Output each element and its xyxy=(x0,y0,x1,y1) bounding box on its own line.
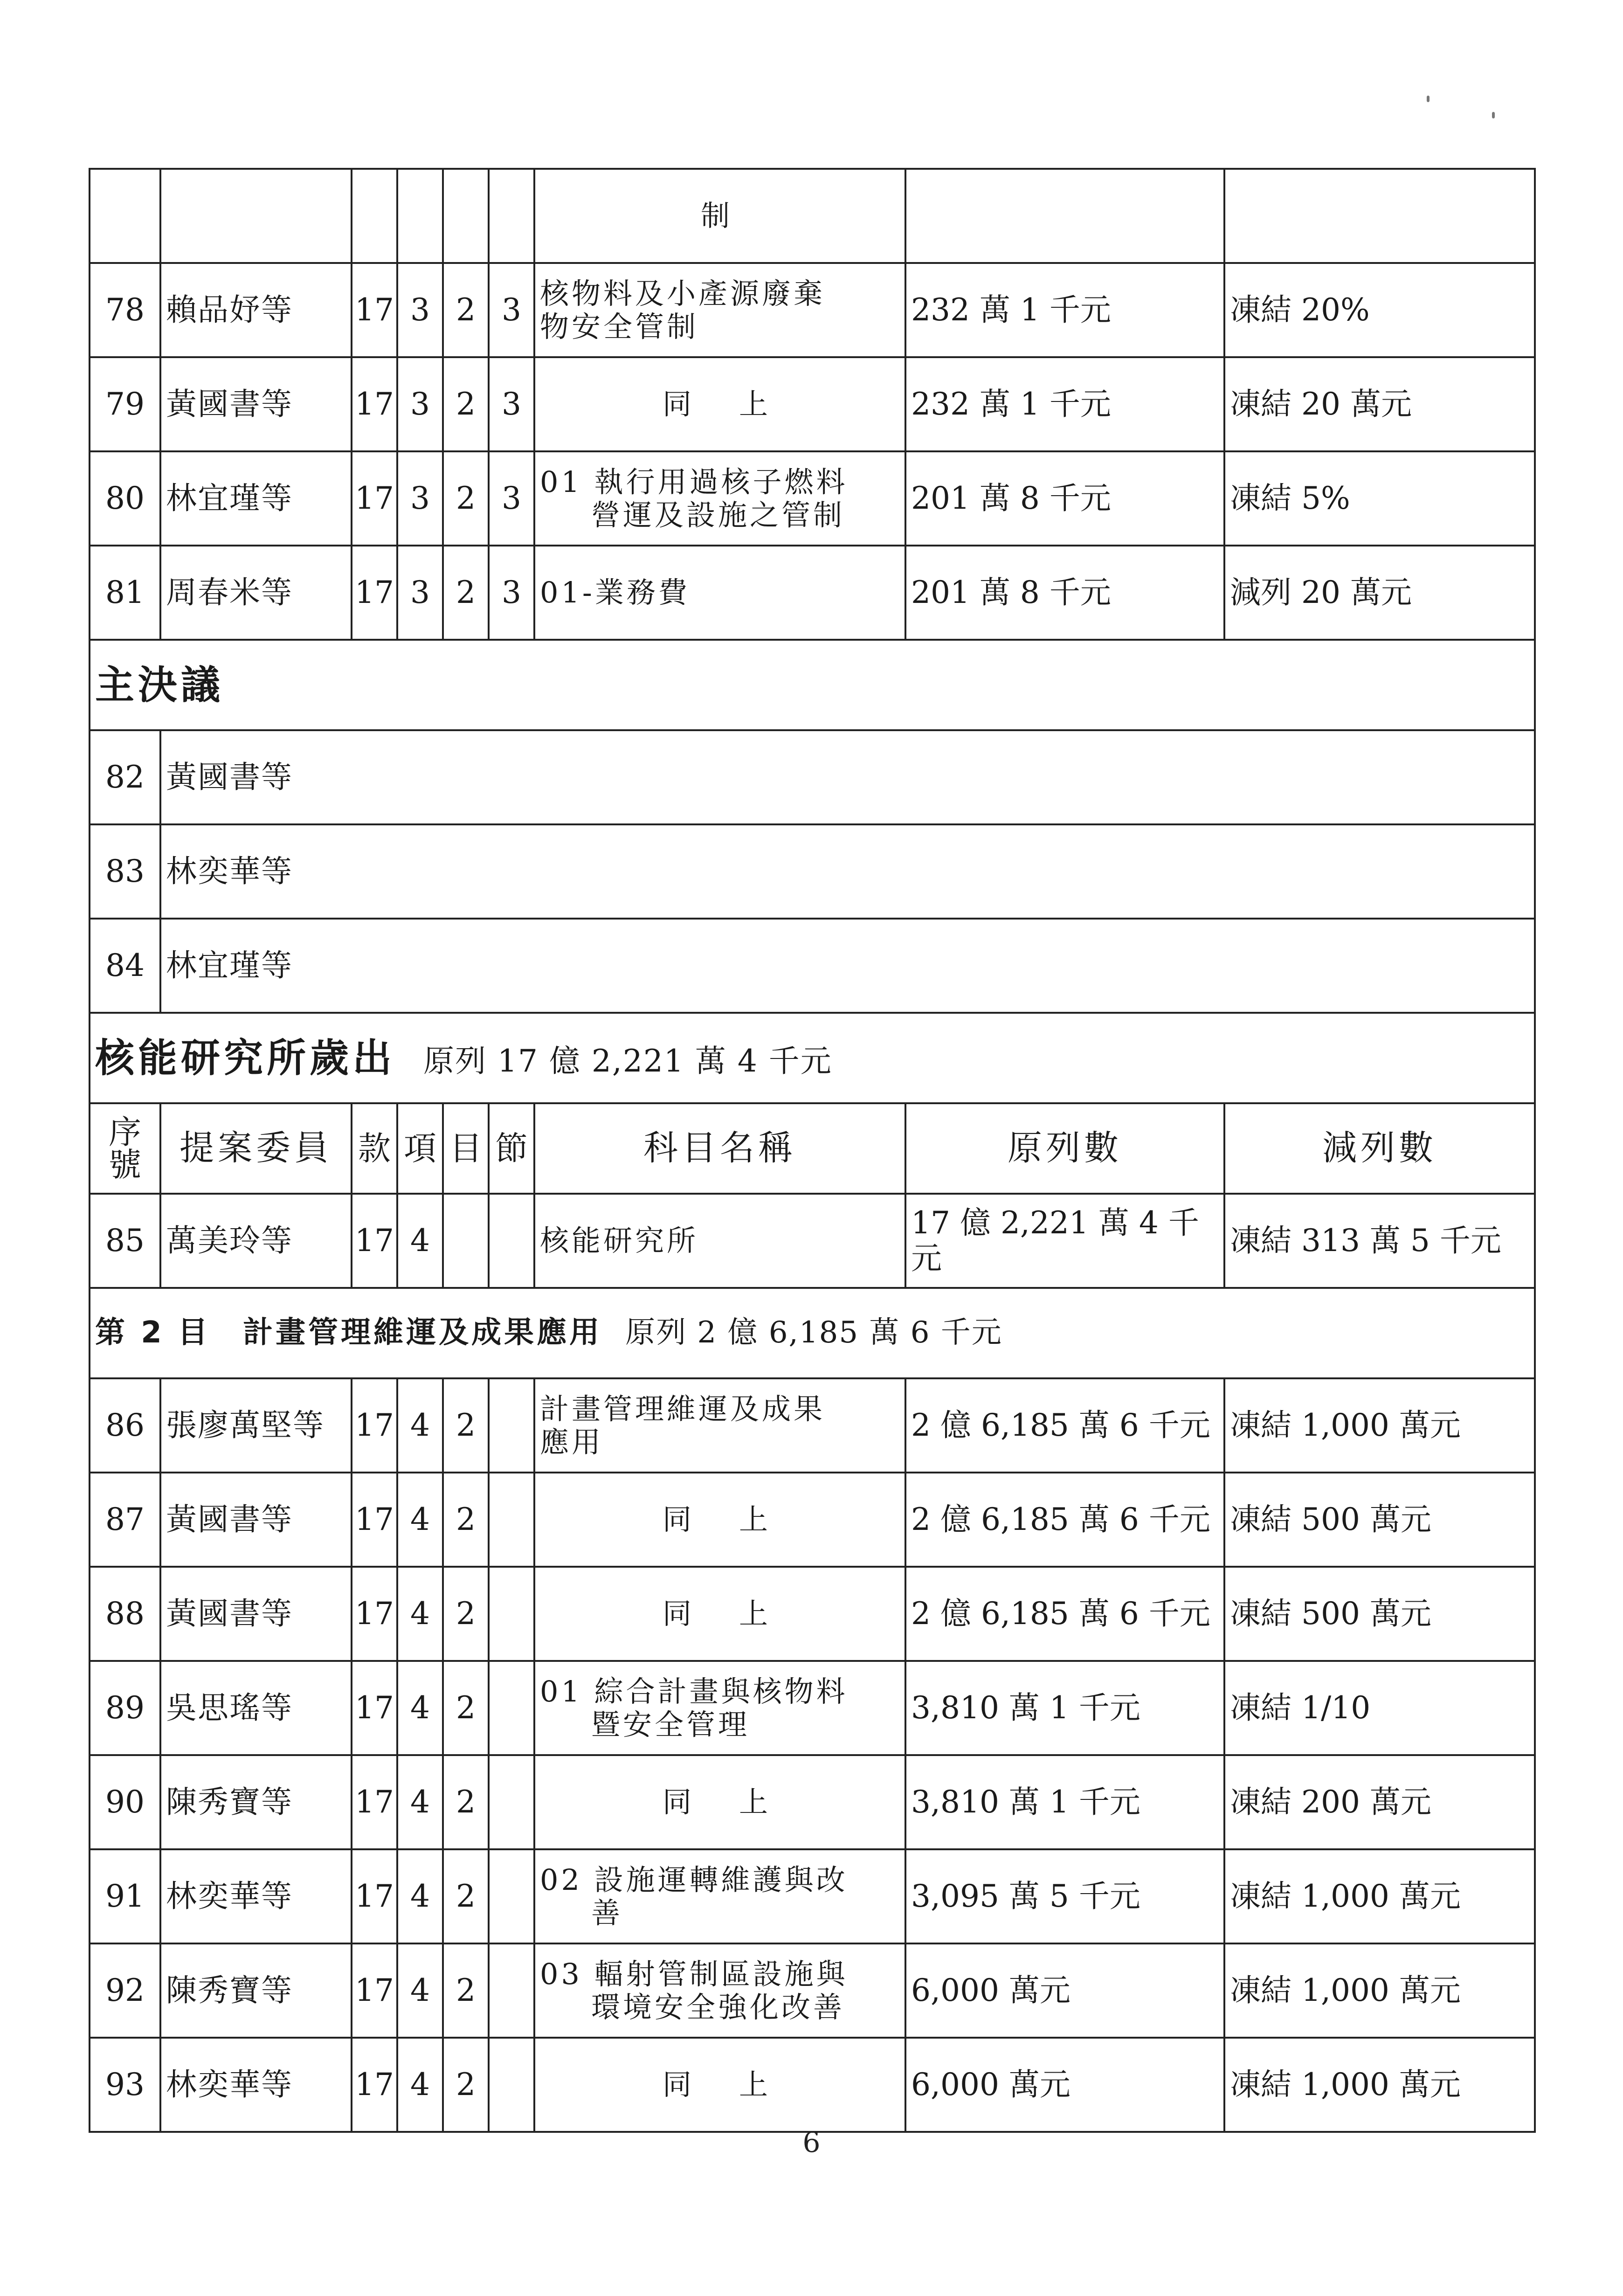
row-xiang: 4 xyxy=(397,1567,443,1661)
table-row xyxy=(90,1378,1535,1473)
row-jie xyxy=(489,1755,534,1849)
row-kuan: 17 xyxy=(352,1378,397,1473)
row-kuan: 17 xyxy=(352,1473,397,1567)
row-cut: 凍結 500 萬元 xyxy=(1224,1473,1535,1567)
row-cut: 凍結 200 萬元 xyxy=(1224,1755,1535,1849)
row-kuan: 17 xyxy=(352,546,397,640)
row-subject: 計畫管理維運及成果 應用 xyxy=(534,1378,905,1473)
row-cut: 凍結 1/10 xyxy=(1224,1661,1535,1755)
row-member: 張廖萬堅等 xyxy=(160,1378,352,1473)
row-xiang: 4 xyxy=(397,1473,443,1567)
row-no: 79 xyxy=(90,357,160,451)
subsection-row xyxy=(90,1288,1535,1378)
subsection-label: 第 2 目 xyxy=(95,1315,211,1350)
row-no: 93 xyxy=(90,2038,160,2132)
row-mu: 2 xyxy=(443,1567,489,1661)
table-row xyxy=(90,1473,1535,1567)
row-cut: 凍結 1,000 萬元 xyxy=(1224,1943,1535,2038)
row-subject: 同 上 xyxy=(534,1755,905,1849)
document-page xyxy=(89,168,1534,2133)
row-cut: 減列 20 萬元 xyxy=(1224,546,1535,640)
row-mu: 2 xyxy=(443,357,489,451)
budget-table xyxy=(89,168,1536,2133)
row-cut: 凍結 20 萬元 xyxy=(1224,357,1535,451)
row-xiang: 4 xyxy=(397,1378,443,1473)
row-no: 88 xyxy=(90,1567,160,1661)
table-header-row xyxy=(90,1103,1535,1194)
institute-section-row xyxy=(90,1013,1535,1103)
row-no: 80 xyxy=(90,451,160,546)
institute-section-heading xyxy=(90,1013,1535,1103)
subsection-heading xyxy=(90,1288,1535,1378)
row-xiang: 3 xyxy=(397,357,443,451)
subsection-title: 計畫管理維運及成果應用 xyxy=(243,1315,602,1350)
row-no: 83 xyxy=(90,824,160,919)
row-cut xyxy=(1224,169,1535,263)
header-subject: 科目名稱 xyxy=(534,1103,905,1194)
row-cut: 凍結 5% xyxy=(1224,451,1535,546)
row-no: 81 xyxy=(90,546,160,640)
row-cut: 凍結 20% xyxy=(1224,263,1535,357)
scan-speck xyxy=(1427,96,1430,102)
row-member: 吳思瑤等 xyxy=(160,1661,352,1755)
row-subject: 02 設施運轉維護與改 善 xyxy=(534,1849,905,1943)
row-xiang: 4 xyxy=(397,1194,443,1288)
row-subject: 01 綜合計畫與核物料 暨安全管理 xyxy=(534,1661,905,1755)
row-mu: 2 xyxy=(443,451,489,546)
row-no: 91 xyxy=(90,1849,160,1943)
table-row xyxy=(90,263,1535,357)
row-member: 林宜瑾等 xyxy=(160,451,352,546)
row-cut: 凍結 1,000 萬元 xyxy=(1224,1378,1535,1473)
row-mu: 2 xyxy=(443,1943,489,2038)
institute-section-title: 核能研究所歲出 xyxy=(95,1035,396,1081)
resolution-row xyxy=(90,824,1535,919)
table-row xyxy=(90,357,1535,451)
row-cut: 凍結 1,000 萬元 xyxy=(1224,1849,1535,1943)
row-subject: 同 上 xyxy=(534,357,905,451)
row-subject: 01-業務費 xyxy=(534,546,905,640)
row-kuan: 17 xyxy=(352,357,397,451)
row-xiang: 3 xyxy=(397,263,443,357)
row-mu: 2 xyxy=(443,263,489,357)
row-subject: 同 上 xyxy=(534,1473,905,1567)
header-no: 序 號 xyxy=(90,1103,160,1194)
row-kuan: 17 xyxy=(352,451,397,546)
row-kuan: 17 xyxy=(352,2038,397,2132)
row-kuan: 17 xyxy=(352,263,397,357)
row-member: 陳秀寶等 xyxy=(160,1755,352,1849)
row-orig: 3,810 萬 1 千元 xyxy=(905,1755,1224,1849)
header-member: 提案委員 xyxy=(160,1103,352,1194)
row-no: 90 xyxy=(90,1755,160,1849)
row-subject: 核能研究所 xyxy=(534,1194,905,1288)
row-xiang: 4 xyxy=(397,1661,443,1755)
scan-speck xyxy=(1492,112,1495,118)
row-cut: 凍結 500 萬元 xyxy=(1224,1567,1535,1661)
main-resolution-heading: 主決議 xyxy=(90,640,1535,730)
row-orig: 2 億 6,185 萬 6 千元 xyxy=(905,1378,1224,1473)
row-subject: 制 xyxy=(534,169,905,263)
row-xiang xyxy=(397,169,443,263)
row-subject: 同 上 xyxy=(534,2038,905,2132)
row-orig: 232 萬 1 千元 xyxy=(905,357,1224,451)
row-xiang: 4 xyxy=(397,1755,443,1849)
row-jie xyxy=(489,1378,534,1473)
row-kuan: 17 xyxy=(352,1849,397,1943)
header-kuan: 款 xyxy=(352,1103,397,1194)
row-jie: 3 xyxy=(489,357,534,451)
institute-section-note: 原列 17 億 2,221 萬 4 千元 xyxy=(423,1043,832,1079)
row-subject: 核物料及小產源廢棄 物安全管制 xyxy=(534,263,905,357)
row-member: 林奕華等 xyxy=(160,1849,352,1943)
header-orig: 原列數 xyxy=(905,1103,1224,1194)
resolution-row xyxy=(90,730,1535,824)
row-cut: 凍結 1,000 萬元 xyxy=(1224,2038,1535,2132)
row-member: 林奕華等 xyxy=(160,2038,352,2132)
row-mu: 2 xyxy=(443,546,489,640)
table-row xyxy=(90,1943,1535,2038)
row-mu: 2 xyxy=(443,1755,489,1849)
row-kuan: 17 xyxy=(352,1194,397,1288)
subsection-note: 原列 2 億 6,185 萬 6 千元 xyxy=(625,1315,1002,1350)
row-jie xyxy=(489,1661,534,1755)
row-no: 92 xyxy=(90,1943,160,2038)
row-orig: 2 億 6,185 萬 6 千元 xyxy=(905,1473,1224,1567)
table-row xyxy=(90,169,1535,263)
row-member: 萬美玲等 xyxy=(160,1194,352,1288)
row-jie xyxy=(489,1194,534,1288)
row-kuan xyxy=(352,169,397,263)
table-row xyxy=(90,1567,1535,1661)
row-mu xyxy=(443,169,489,263)
row-subject: 同 上 xyxy=(534,1567,905,1661)
row-member: 陳秀寶等 xyxy=(160,1943,352,2038)
row-orig: 6,000 萬元 xyxy=(905,2038,1224,2132)
header-xiang: 項 xyxy=(397,1103,443,1194)
row-xiang: 4 xyxy=(397,1849,443,1943)
header-jie: 節 xyxy=(489,1103,534,1194)
row-member: 黃國書等 xyxy=(160,730,1535,824)
table-row xyxy=(90,1849,1535,1943)
row-mu xyxy=(443,1194,489,1288)
row-no xyxy=(90,169,160,263)
row-jie: 3 xyxy=(489,263,534,357)
row-mu: 2 xyxy=(443,1378,489,1473)
row-no: 84 xyxy=(90,919,160,1013)
row-kuan: 17 xyxy=(352,1943,397,2038)
row-xiang: 3 xyxy=(397,546,443,640)
row-no: 78 xyxy=(90,263,160,357)
row-jie xyxy=(489,1473,534,1567)
table-row xyxy=(90,546,1535,640)
row-orig: 3,095 萬 5 千元 xyxy=(905,1849,1224,1943)
row-xiang: 4 xyxy=(397,2038,443,2132)
table-row xyxy=(90,2038,1535,2132)
row-kuan: 17 xyxy=(352,1755,397,1849)
main-resolution-heading-row xyxy=(90,640,1535,730)
row-jie xyxy=(489,1567,534,1661)
row-member: 黃國書等 xyxy=(160,1473,352,1567)
header-mu: 目 xyxy=(443,1103,489,1194)
table-row xyxy=(90,1661,1535,1755)
row-cut: 凍結 313 萬 5 千元 xyxy=(1224,1194,1535,1288)
page-number: 6 xyxy=(802,2126,821,2159)
row-mu: 2 xyxy=(443,1849,489,1943)
row-member: 黃國書等 xyxy=(160,1567,352,1661)
row-orig: 6,000 萬元 xyxy=(905,1943,1224,2038)
table-row xyxy=(90,451,1535,546)
row-no: 82 xyxy=(90,730,160,824)
header-cut: 減列數 xyxy=(1224,1103,1535,1194)
row-subject: 03 輻射管制區設施與 環境安全強化改善 xyxy=(534,1943,905,2038)
row-orig: 2 億 6,185 萬 6 千元 xyxy=(905,1567,1224,1661)
resolution-row xyxy=(90,919,1535,1013)
row-orig: 3,810 萬 1 千元 xyxy=(905,1661,1224,1755)
row-no: 85 xyxy=(90,1194,160,1288)
row-jie xyxy=(489,1849,534,1943)
row-member: 林奕華等 xyxy=(160,824,1535,919)
row-no: 89 xyxy=(90,1661,160,1755)
row-member: 林宜瑾等 xyxy=(160,919,1535,1013)
row-member: 周春米等 xyxy=(160,546,352,640)
row-orig xyxy=(905,169,1224,263)
row-mu: 2 xyxy=(443,1661,489,1755)
row-mu: 2 xyxy=(443,1473,489,1567)
row-no: 87 xyxy=(90,1473,160,1567)
row-mu: 2 xyxy=(443,2038,489,2132)
row-jie: 3 xyxy=(489,546,534,640)
row-orig: 201 萬 8 千元 xyxy=(905,546,1224,640)
row-jie: 3 xyxy=(489,451,534,546)
row-member xyxy=(160,169,352,263)
row-xiang: 4 xyxy=(397,1943,443,2038)
row-kuan: 17 xyxy=(352,1567,397,1661)
row-jie xyxy=(489,2038,534,2132)
row-no: 86 xyxy=(90,1378,160,1473)
row-jie xyxy=(489,1943,534,2038)
row-kuan: 17 xyxy=(352,1661,397,1755)
row-subject: 01 執行用過核子燃料 營運及設施之管制 xyxy=(534,451,905,546)
row-orig: 232 萬 1 千元 xyxy=(905,263,1224,357)
row-xiang: 3 xyxy=(397,451,443,546)
table-row xyxy=(90,1755,1535,1849)
row-orig: 201 萬 8 千元 xyxy=(905,451,1224,546)
table-row-85 xyxy=(90,1194,1535,1288)
row-orig: 17 億 2,221 萬 4 千 元 xyxy=(905,1194,1224,1288)
row-member: 黃國書等 xyxy=(160,357,352,451)
row-jie xyxy=(489,169,534,263)
row-member: 賴品妤等 xyxy=(160,263,352,357)
